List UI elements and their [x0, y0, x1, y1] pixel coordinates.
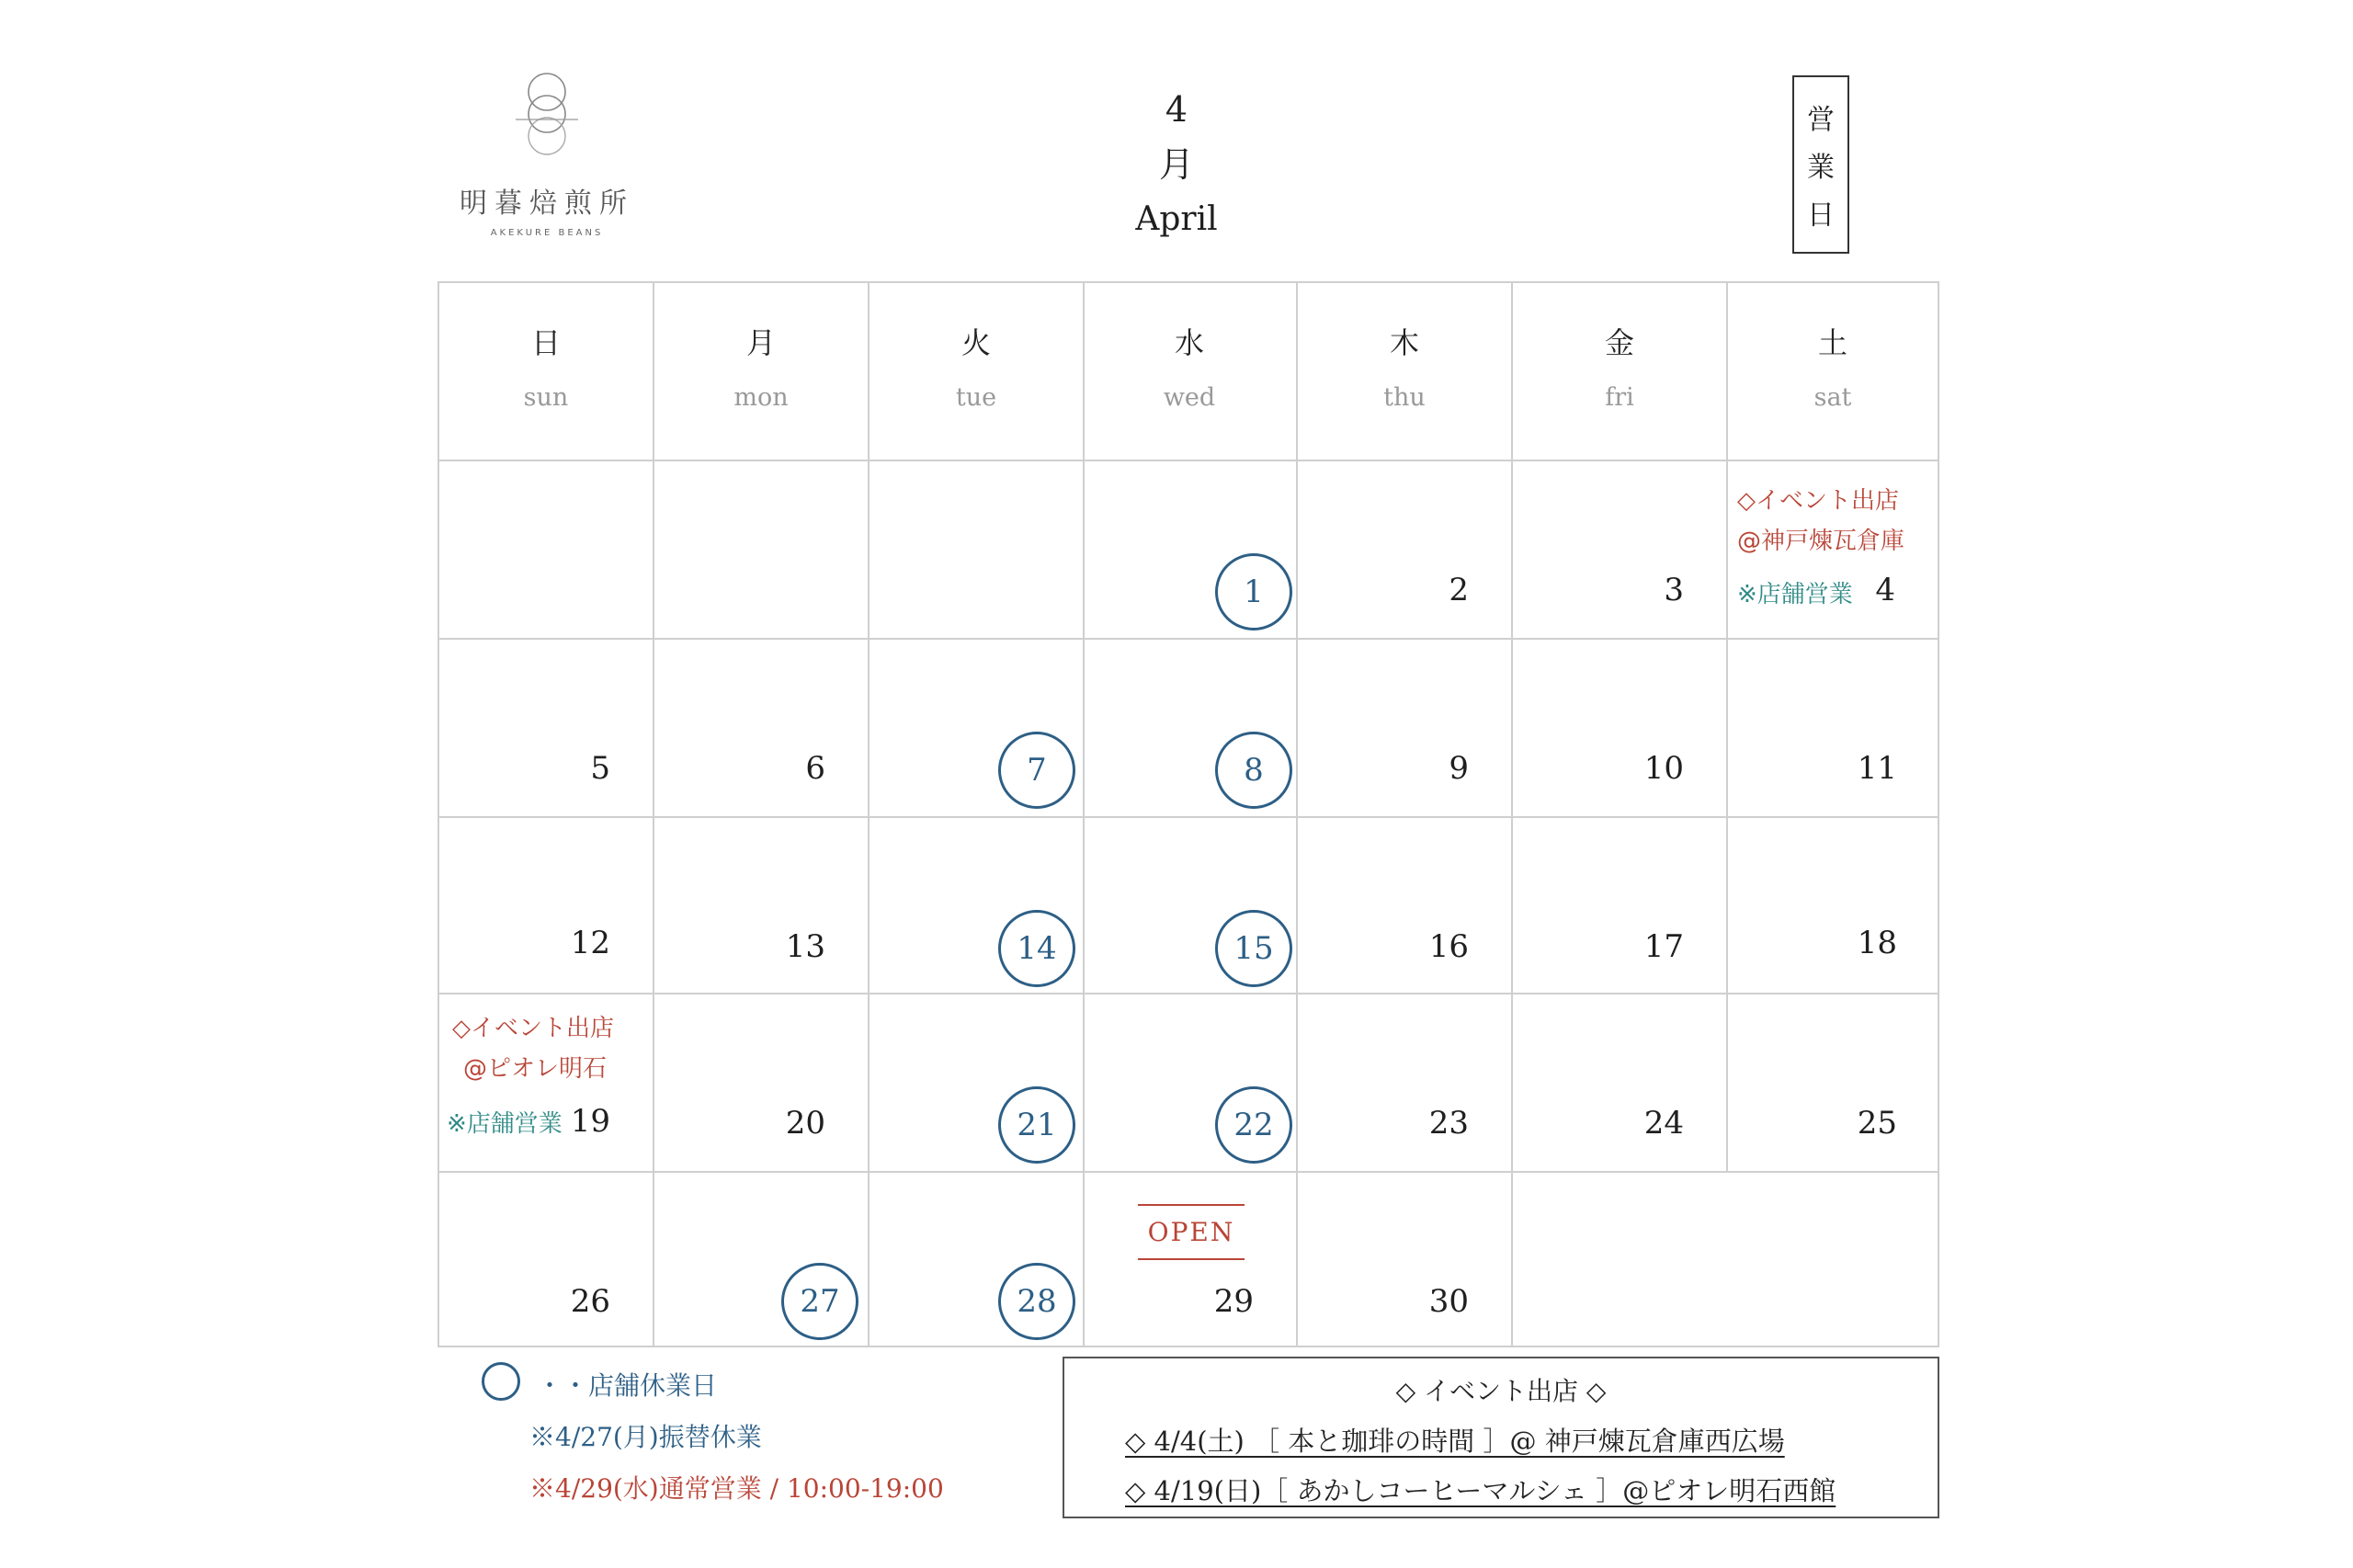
- weekday-jp: 土: [1817, 325, 1847, 360]
- day-closed: 22: [1215, 1086, 1292, 1164]
- day-number: 18: [1857, 925, 1897, 961]
- badge-char: 業: [1807, 152, 1835, 184]
- day-number: 3: [1664, 572, 1684, 608]
- calendar-grid: [438, 281, 1939, 1347]
- weekday-en: mon: [733, 383, 789, 412]
- grid-divider: [439, 460, 1938, 461]
- weekday-jp: 日: [530, 325, 561, 360]
- day-number: 10: [1643, 750, 1684, 787]
- day-number: 24: [1643, 1105, 1684, 1142]
- event-line: ◇ 4/4(土) ［ 本と珈琲の時間 ］@ 神戸煉瓦倉庫西広場: [1125, 1426, 1785, 1457]
- logo-english: AKEKURE BEANS: [490, 228, 604, 238]
- event-line: ◇ 4/19(日)［ あかしコーヒーマルシェ ］@ピオレ明石西館: [1125, 1475, 1836, 1506]
- badge-char: 営: [1807, 104, 1835, 136]
- day-number: 2: [1449, 572, 1469, 608]
- day-number: 11: [1857, 750, 1897, 787]
- day-number: 19: [570, 1103, 610, 1140]
- weekday-header-tue: [870, 322, 1083, 419]
- day-number: 20: [785, 1105, 825, 1142]
- weekday-header-wed: [1083, 322, 1296, 419]
- day-number: 5: [590, 750, 610, 787]
- grid-divider: [868, 283, 870, 1347]
- grid-divider: [439, 993, 1938, 994]
- day-number: 29: [1213, 1283, 1254, 1320]
- weekday-en: fri: [1605, 383, 1634, 412]
- day-number: 30: [1428, 1283, 1469, 1320]
- event-box: [1063, 1357, 1939, 1518]
- weekday-jp: 水: [1174, 325, 1204, 360]
- grid-divider: [1083, 283, 1085, 1347]
- month-kanji: 月: [1158, 144, 1194, 185]
- weekday-en: sun: [523, 383, 569, 412]
- month-english: April: [1135, 200, 1218, 238]
- weekday-jp: 火: [961, 325, 991, 360]
- weekday-header-thu: [1298, 322, 1511, 419]
- weekday-en: thu: [1383, 383, 1426, 412]
- event-label: ◇イベント出店: [452, 1015, 614, 1042]
- day-number: 16: [1428, 928, 1469, 965]
- business-days-badge: [1792, 75, 1849, 254]
- store-open-note: ※店舗営業: [447, 1110, 563, 1138]
- event-label: ◇イベント出店: [1737, 487, 1899, 515]
- legend-closed-label: ・・店舗休業日: [537, 1370, 718, 1401]
- weekday-en: wed: [1163, 383, 1216, 412]
- grid-divider: [439, 638, 1938, 640]
- badge-char: 日: [1807, 199, 1835, 232]
- logo-mark-icon: [492, 72, 602, 173]
- logo-japanese: 明暮焙煎所: [460, 187, 634, 220]
- event-box-heading: ◇ イベント出店 ◇: [1395, 1376, 1607, 1406]
- legend-circle-icon: [482, 1362, 520, 1401]
- note-regular-hours: ※4/29(水)通常営業 / 10:00-19:00: [529, 1473, 944, 1504]
- day-number: 9: [1449, 750, 1469, 787]
- weekday-header-mon: [654, 322, 868, 419]
- grid-divider: [653, 283, 654, 1347]
- day-closed: 14: [998, 910, 1075, 987]
- day-closed: 8: [1215, 732, 1292, 809]
- grid-divider: [1296, 283, 1298, 1347]
- day-number: 4: [1875, 572, 1895, 608]
- weekday-jp: 金: [1604, 325, 1634, 360]
- weekday-jp: 木: [1389, 325, 1419, 360]
- event-venue: @神戸煉瓦倉庫: [1737, 528, 1905, 555]
- day-number: 25: [1857, 1105, 1897, 1142]
- day-closed: 27: [781, 1263, 858, 1340]
- store-open-note: ※店舗営業: [1737, 581, 1853, 608]
- day-closed: 15: [1215, 910, 1292, 987]
- day-number: 17: [1643, 928, 1684, 965]
- open-label: OPEN: [1138, 1204, 1245, 1260]
- note-substitute-holiday: ※4/27(月)振替休業: [529, 1422, 762, 1452]
- weekday-header-sat: [1726, 322, 1939, 419]
- event-venue: @ピオレ明石: [463, 1055, 608, 1083]
- month-number: 4: [1165, 89, 1188, 130]
- weekday-jp: 月: [745, 325, 776, 360]
- weekday-en: tue: [955, 383, 997, 412]
- day-number: 6: [805, 750, 825, 787]
- weekday-header-fri: [1513, 322, 1726, 419]
- weekday-header-sun: [439, 322, 653, 419]
- day-number: 13: [785, 928, 825, 965]
- day-closed: 1: [1215, 553, 1292, 631]
- logo: [460, 72, 634, 265]
- grid-divider: [439, 816, 1938, 818]
- grid-divider: [439, 1171, 1938, 1173]
- day-number: 12: [570, 925, 610, 961]
- day-closed: 28: [998, 1263, 1075, 1340]
- day-closed: 7: [998, 732, 1075, 809]
- day-closed: 21: [998, 1086, 1075, 1164]
- weekday-en: sat: [1813, 383, 1852, 412]
- grid-divider: [1511, 283, 1513, 1347]
- day-number: 26: [570, 1283, 610, 1320]
- day-number: 23: [1428, 1105, 1469, 1142]
- month-title: [1085, 83, 1268, 246]
